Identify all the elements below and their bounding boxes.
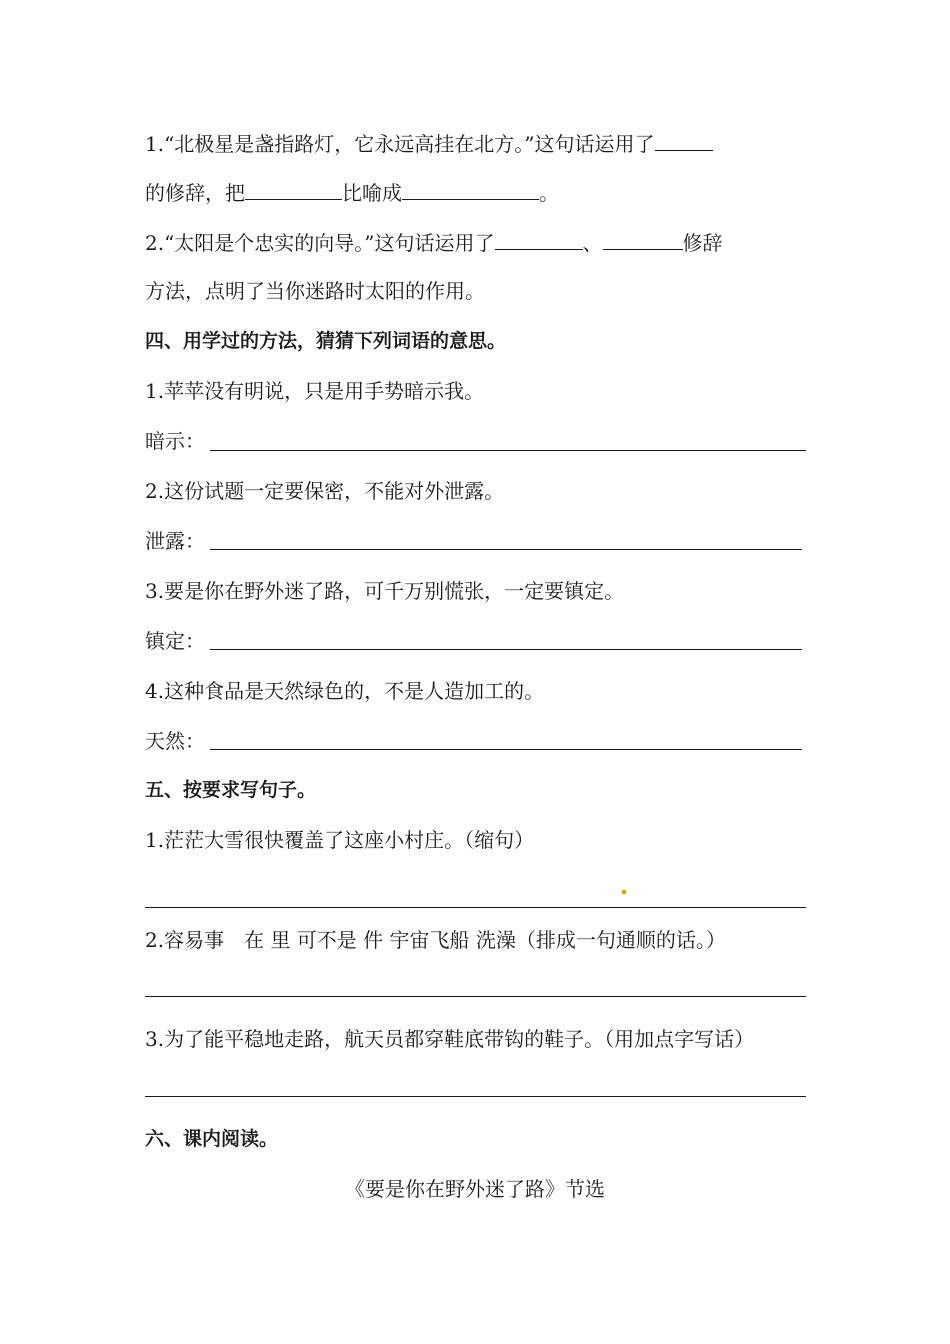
q3-2-blank-1[interactable] [495, 227, 583, 250]
q4-1-label: 暗示： [145, 429, 205, 453]
passage-title: 《要是你在野外迷了路》节选 [345, 1177, 605, 1201]
q3-2-blank-2[interactable] [603, 227, 683, 250]
q4-4-answer-line[interactable] [210, 749, 802, 750]
q4-2-label: 泄露： [145, 529, 205, 553]
q3-1-text-4: 。 [539, 181, 559, 205]
q4-4-label: 天然： [145, 729, 205, 753]
q4-3-sentence: 3.要是你在野外迷了路，可千万别慌张，一定要镇定。 [145, 579, 625, 603]
q3-1-text: 1.“北极星是盏指路灯，它永远高挂在北方。”这句话运用了 [145, 132, 655, 156]
q3-2-line1 [145, 227, 723, 257]
section5-heading: 五、按要求写句子。 [145, 779, 317, 801]
q3-2-text: 2.“太阳是个忠实的向导。”这句话运用了 [145, 231, 495, 255]
q4-2-sentence: 2.这份试题一定要保密，不能对外泄露。 [145, 479, 505, 503]
q5-1-answer-line[interactable] [145, 907, 806, 908]
q4-1-sentence: 1.苹苹没有明说，只是用手势暗示我。 [145, 379, 485, 403]
q3-1-line1 [145, 128, 713, 158]
q4-3-answer-line[interactable] [210, 649, 802, 650]
q4-4-sentence: 4.这种食品是天然绿色的，不是人造加工的。 [145, 679, 545, 703]
q5-3-answer-line[interactable] [145, 1096, 806, 1097]
q5-3-sentence: 3.为了能平稳地走路，航天员都穿鞋底带钩的鞋子。（用加点字写话） [145, 1027, 755, 1051]
section4-heading: 四、用学过的方法，猜猜下列词语的意思。 [145, 330, 507, 352]
stray-dot [622, 890, 626, 894]
q3-1-text-2: 的修辞，把 [145, 181, 245, 205]
q5-2-sentence: 2.容易事 在 里 可不是 件 宇宙飞船 洗澡（排成一句通顺的话。） [145, 928, 726, 952]
q3-2-text-3: 修辞 [682, 231, 723, 255]
q3-1-blank-2[interactable] [245, 177, 342, 200]
section6-heading: 六、课内阅读。 [145, 1128, 279, 1150]
q5-2-answer-line[interactable] [145, 996, 806, 997]
q3-2-text-2: 、 [582, 231, 603, 255]
q4-3-label: 镇定： [145, 629, 205, 653]
q4-1-answer-line[interactable] [210, 450, 806, 451]
q3-1-line2 [145, 177, 559, 207]
q3-1-blank-3[interactable] [402, 177, 539, 200]
q3-2-line2: 方法，点明了当你迷路时太阳的作用。 [145, 279, 485, 303]
q4-2-answer-line[interactable] [210, 549, 802, 550]
q3-1-blank-1[interactable] [655, 128, 713, 151]
q3-1-text-3: 比喻成 [342, 181, 402, 205]
q5-1-sentence: 1.茫茫大雪很快覆盖了这座小村庄。（缩句） [145, 828, 535, 852]
